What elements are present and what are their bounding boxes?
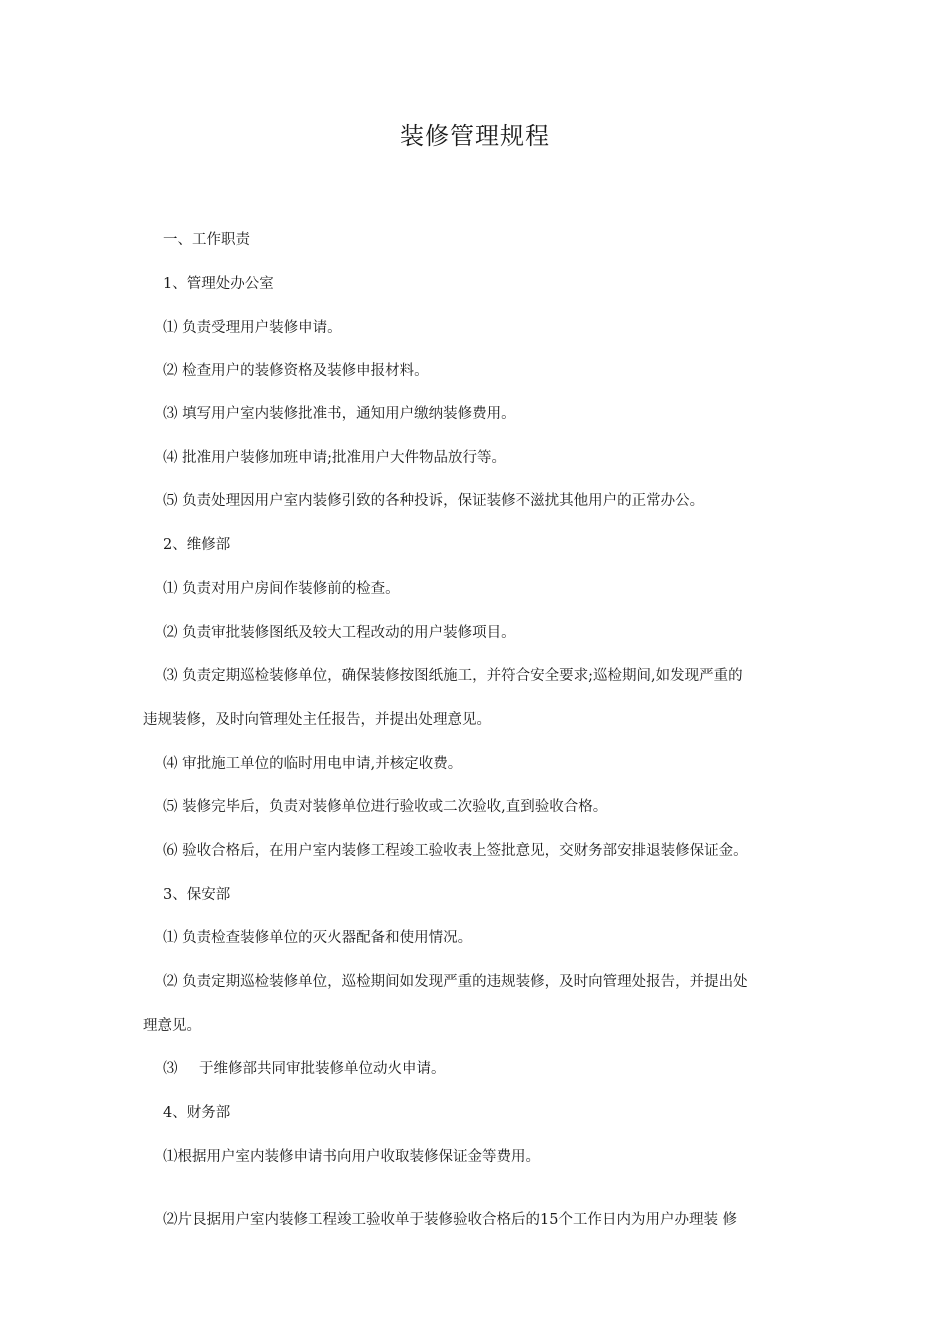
list-item-continuation: 违规装修，及时向管理处主任报告，并提出处理意见。 [143, 712, 491, 728]
list-item: ⑴根据用户室内装修申请书向用户收取装修保证金等费用。 [163, 1149, 540, 1165]
subsection-heading: 3、保安部 [163, 887, 231, 903]
list-item: ⑴ 负责检查装修单位的灭火器配备和使用情况。 [163, 930, 473, 946]
list-item-continuation: 理意见。 [143, 1018, 201, 1034]
list-item: ⑷ 审批施工单位的临时用电申请,并核定收费。 [163, 756, 463, 772]
list-item: ⑸ 装修完毕后，负责对装修单位进行验收或二次验收,直到验收合格。 [163, 799, 608, 815]
list-item: ⑵片艮据用户室内装修工程竣工验收单于装修验收合格后的15个工作日内为用户办理装 修 [163, 1212, 738, 1228]
list-item: ⑴ 负责受理用户装修申请。 [163, 320, 342, 336]
document-title: 装修管理规程 [400, 122, 550, 150]
list-item: ⑷ 批准用户装修加班申请;批准用户大件物品放行等。 [163, 450, 506, 466]
list-item: ⑶ 负责定期巡检装修单位，确保装修按图纸施工，并符合安全要求;巡检期间,如发现严重的 [163, 668, 743, 684]
list-item [163, 1057, 446, 1078]
list-item: ⑵ 负责定期巡检装修单位，巡检期间如发现严重的违规装修，及时向管理处报告，并提出处 [163, 974, 748, 990]
list-item: ⑴ 负责对用户房间作装修前的检查。 [163, 581, 400, 597]
list-item: ⑹ 验收合格后，在用户室内装修工程竣工验收表上签批意见，交财务部安排退装修保证金。 [163, 843, 748, 859]
list-item-text: 于维修部共同审批装修单位动火申请。 [199, 1061, 446, 1077]
list-item: ⑶ 填写用户室内装修批准书，通知用户缴纳装修费用。 [163, 406, 516, 422]
list-item-number: ⑶ [163, 1061, 178, 1077]
subsection-heading: 1、管理处办公室 [163, 276, 274, 292]
list-item: ⑵ 负责审批装修图纸及较大工程改动的用户装修项目。 [163, 625, 516, 641]
section-heading: 一、工作职责 [163, 232, 250, 248]
subsection-heading: 4、财务部 [163, 1105, 231, 1121]
list-item: ⑵ 检查用户的装修资格及装修申报材料。 [163, 363, 429, 379]
list-item: ⑸ 负责处理因用户室内装修引致的各种投诉，保证装修不滋扰其他用户的正常办公。 [163, 493, 705, 509]
subsection-heading: 2、维修部 [163, 537, 231, 553]
